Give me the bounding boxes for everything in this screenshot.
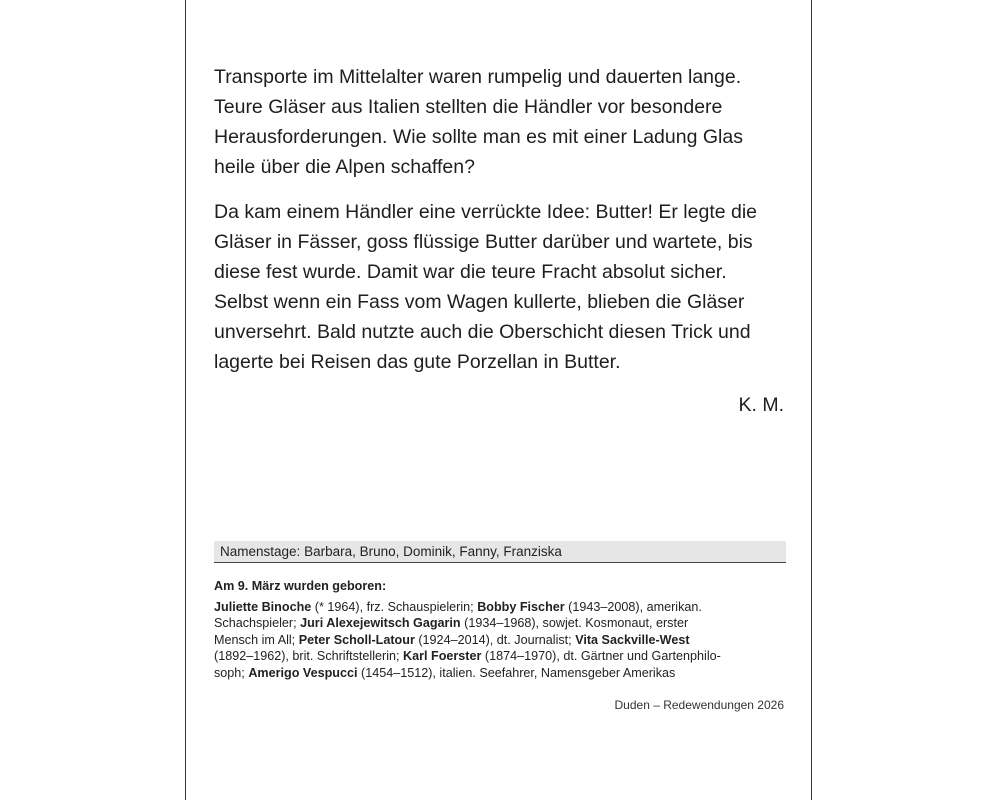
person-detail: (1892–1962), brit. Schriftstellerin;	[214, 649, 403, 663]
person-detail: (1943–2008), amerikan.	[564, 599, 702, 614]
births-heading: Am 9. März wurden geboren:	[214, 579, 387, 593]
births-list	[214, 599, 786, 682]
story-paragraph-1	[214, 62, 789, 182]
person-detail: Mensch im All;	[214, 632, 299, 647]
text-line: Selbst wenn ein Fass vom Wagen kullerte, blieben die Gläser	[214, 291, 745, 313]
person-detail: (1874–1970), dt. Gärtner und Gartenphilo-	[481, 649, 721, 663]
births-line	[214, 632, 786, 649]
person-detail: (1934–1968), sowjet. Kosmonaut, erster	[460, 616, 689, 630]
person-name: Amerigo Vespucci	[248, 665, 358, 680]
births-line	[214, 615, 786, 632]
name-days-list: Barbara, Bruno, Dominik, Fanny, Franziska	[304, 544, 562, 559]
text-line: unversehrt. Bald nutzte auch die Oberschicht diesen Trick und	[214, 321, 751, 343]
births-line	[214, 599, 786, 616]
births-section	[214, 578, 786, 681]
person-name: Peter Scholl-Latour	[298, 632, 415, 647]
calendar-page	[185, 0, 812, 800]
text-line: Herausforderungen. Wie sollte man es mit einer Ladung Glas	[214, 126, 743, 148]
person-name: Bobby Fischer	[477, 599, 565, 614]
text-line: Teure Gläser aus Italien stellten die Händler vor besondere	[214, 96, 723, 118]
footer-credit: Duden – Redewendungen 2026	[614, 698, 784, 712]
person-detail: (1924–2014), dt. Journalist;	[414, 632, 576, 647]
person-detail: Schachspieler;	[214, 616, 301, 630]
story-text	[214, 62, 789, 377]
person-detail: (* 1964), frz. Schauspielerin;	[311, 599, 478, 614]
person-name: Vita Sackville-West	[575, 632, 690, 647]
story-paragraph-2	[214, 197, 789, 377]
person-name: Juliette Binoche	[214, 599, 312, 614]
text-line: heile über die Alpen schaffen?	[214, 156, 475, 178]
text-line: Da kam einem Händler eine verrückte Idee: Butter! Er legte die	[214, 201, 758, 223]
author-signature: K. M.	[738, 394, 784, 416]
text-line: lagerte bei Reisen das gute Porzellan in Butter.	[214, 351, 621, 373]
person-detail: soph;	[214, 665, 249, 680]
person-name: Juri Alexejewitsch Gagarin	[300, 616, 461, 630]
text-line: diese fest wurde. Damit war die teure Fracht absolut sicher.	[214, 261, 727, 283]
text-line: Transporte im Mittelalter waren rumpelig und dauerten lange.	[214, 66, 742, 88]
text-line: Gläser in Fässer, goss flüssige Butter darüber und wartete, bis	[214, 231, 753, 253]
name-days-label: Namenstage:	[220, 544, 301, 559]
name-days-bar	[214, 541, 786, 563]
person-detail: (1454–1512), italien. Seefahrer, Namensgeber Amerikas	[357, 665, 676, 680]
person-name: Karl Foerster	[403, 649, 482, 663]
births-line	[214, 665, 786, 682]
births-line	[214, 648, 786, 665]
